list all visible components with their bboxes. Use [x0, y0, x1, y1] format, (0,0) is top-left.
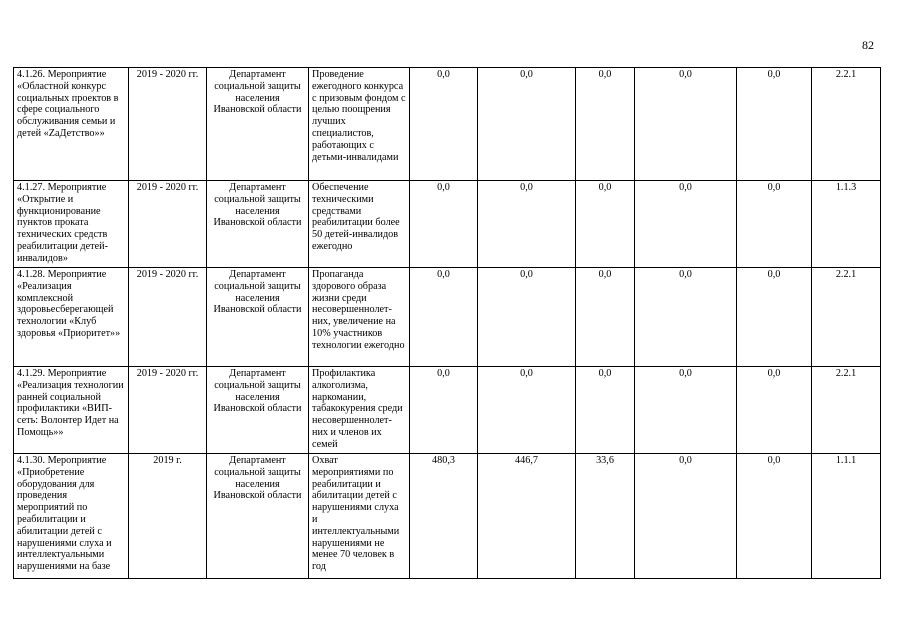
- value-3: 0,0: [598, 182, 612, 193]
- value-1: 0,0: [437, 368, 450, 379]
- value-4: 0,0: [679, 69, 692, 80]
- value-cell-4: [635, 454, 737, 579]
- expected-result: Охват мероприятиями по реабилитации и абилитации детей с нарушениями слуха и интеллектуальными нарушениями не менее 70 человек в год: [312, 455, 400, 573]
- value-cell-5: [737, 268, 812, 367]
- value-cell-1: [410, 68, 478, 181]
- value-4: 0,0: [679, 368, 692, 379]
- measure-name: 4.1.30. Мероприятие «Приобретение оборудования для проведения мероприятий по реабилитации и абилитации детей с нарушениями слуха и интеллектуальными нарушениями на базе: [17, 455, 112, 573]
- value-cell-2: [478, 68, 576, 181]
- indicator-code: 2.2.1: [835, 269, 857, 280]
- value-5: 0,0: [767, 182, 781, 193]
- result-cell: [309, 68, 410, 181]
- indicator-code: 1.1.3: [835, 182, 857, 193]
- table-row: [14, 181, 881, 268]
- period: 2019 г.: [153, 455, 182, 466]
- indicator-code: 1.1.1: [835, 455, 857, 466]
- period-cell: [129, 68, 207, 181]
- value-3: 33,6: [596, 455, 614, 466]
- table-row: [14, 68, 881, 181]
- value-2: 0,0: [520, 69, 533, 80]
- value-5: 0,0: [767, 269, 781, 280]
- executor-cell: [207, 367, 309, 454]
- result-cell: [309, 181, 410, 268]
- measure-name-cell: [14, 454, 129, 579]
- executor-cell: [207, 68, 309, 181]
- table-row: [14, 367, 881, 454]
- period-cell: [129, 181, 207, 268]
- measure-name-cell: [14, 367, 129, 454]
- measure-name: 4.1.27. Мероприятие «Открытие и функционирование пунктов проката технических средств реабилитации детей-инвалидов»: [17, 182, 108, 264]
- indicator-cell: [812, 181, 881, 268]
- expected-result: Пропаганда здорового образа жизни среди несовершеннолет-них, увеличение на 10% участников технологии ежегодно: [312, 269, 405, 351]
- value-1: 0,0: [437, 182, 450, 193]
- value-cell-2: [478, 268, 576, 367]
- value-cell-1: [410, 181, 478, 268]
- value-5: 0,0: [767, 455, 781, 466]
- value-cell-3: [576, 181, 635, 268]
- value-5: 0,0: [767, 368, 781, 379]
- value-cell-3: [576, 68, 635, 181]
- measure-name: 4.1.28. Мероприятие «Реализация комплексной здоровьесберегающей технологии «Клуб здоровья «Приоритет»»: [17, 269, 121, 339]
- indicator-cell: [812, 68, 881, 181]
- value-cell-5: [737, 454, 812, 579]
- value-cell-5: [737, 181, 812, 268]
- value-cell-3: [576, 268, 635, 367]
- expected-result: Проведение ежегодного конкурса с призовым фондом с целью поощрения лучших специалистов, работающих с детьми-инвалидами: [312, 69, 406, 163]
- indicator-cell: [812, 268, 881, 367]
- indicator-cell: [812, 454, 881, 579]
- value-cell-5: [737, 367, 812, 454]
- value-3: 0,0: [598, 269, 612, 280]
- value-2: 0,0: [520, 368, 533, 379]
- result-cell: [309, 268, 410, 367]
- value-1: 0,0: [437, 269, 450, 280]
- executor: Департамент социальной защиты населения Ивановской области: [213, 455, 302, 502]
- value-4: 0,0: [679, 182, 692, 193]
- period: 2019 - 2020 гг.: [136, 182, 199, 193]
- value-cell-3: [576, 454, 635, 579]
- value-2: 0,0: [520, 269, 533, 280]
- result-cell: [309, 367, 410, 454]
- program-table: [13, 67, 881, 579]
- value-cell-4: [635, 181, 737, 268]
- value-5: 0,0: [767, 69, 781, 80]
- indicator-code: 2.2.1: [835, 368, 857, 379]
- period: 2019 - 2020 гг.: [136, 368, 199, 379]
- value-3: 0,0: [598, 368, 612, 379]
- period-cell: [129, 268, 207, 367]
- value-cell-4: [635, 367, 737, 454]
- value-cell-5: [737, 68, 812, 181]
- measure-name: 4.1.29. Мероприятие «Реализация технологии ранней социальной профилактики «ВИП-сеть: Волонтер Идет на Помощь»»: [17, 368, 124, 438]
- indicator-code: 2.2.1: [835, 69, 857, 80]
- expected-result: Профилактика алкоголизма, наркомании, табакокурения среди несовершеннолет-них и членов их семей: [312, 368, 403, 450]
- executor: Департамент социальной защиты населения Ивановской области: [213, 182, 302, 229]
- executor: Департамент социальной защиты населения Ивановской области: [213, 368, 302, 415]
- measure-name: 4.1.26. Мероприятие «Областной конкурс социальных проектов в сфере социального обслуживания семьи и детей «ZaДетство»»: [17, 69, 119, 139]
- value-1: 0,0: [437, 69, 450, 80]
- value-cell-4: [635, 268, 737, 367]
- value-cell-1: [410, 454, 478, 579]
- measure-name-cell: [14, 268, 129, 367]
- value-cell-1: [410, 268, 478, 367]
- value-1: 480,3: [432, 455, 455, 466]
- period-cell: [129, 454, 207, 579]
- value-cell-4: [635, 68, 737, 181]
- page-number: 82: [862, 38, 874, 52]
- result-cell: [309, 454, 410, 579]
- table-row: [14, 454, 881, 579]
- period: 2019 - 2020 гг.: [136, 69, 199, 80]
- measure-name-cell: [14, 68, 129, 181]
- value-3: 0,0: [598, 69, 612, 80]
- expected-result: Обеспечение техническими средствами реабилитации более 50 детей-инвалидов ежегодно: [312, 182, 400, 252]
- indicator-cell: [812, 367, 881, 454]
- executor-cell: [207, 454, 309, 579]
- value-2: 446,7: [515, 455, 538, 466]
- value-cell-2: [478, 454, 576, 579]
- executor-cell: [207, 181, 309, 268]
- period-cell: [129, 367, 207, 454]
- value-4: 0,0: [679, 455, 692, 466]
- value-2: 0,0: [520, 182, 533, 193]
- table-row: [14, 268, 881, 367]
- executor-cell: [207, 268, 309, 367]
- period: 2019 - 2020 гг.: [136, 269, 199, 280]
- executor: Департамент социальной защиты населения Ивановской области: [213, 269, 302, 316]
- value-cell-2: [478, 367, 576, 454]
- value-cell-3: [576, 367, 635, 454]
- value-4: 0,0: [679, 269, 692, 280]
- value-cell-1: [410, 367, 478, 454]
- measure-name-cell: [14, 181, 129, 268]
- executor: Департамент социальной защиты населения Ивановской области: [213, 69, 302, 116]
- value-cell-2: [478, 181, 576, 268]
